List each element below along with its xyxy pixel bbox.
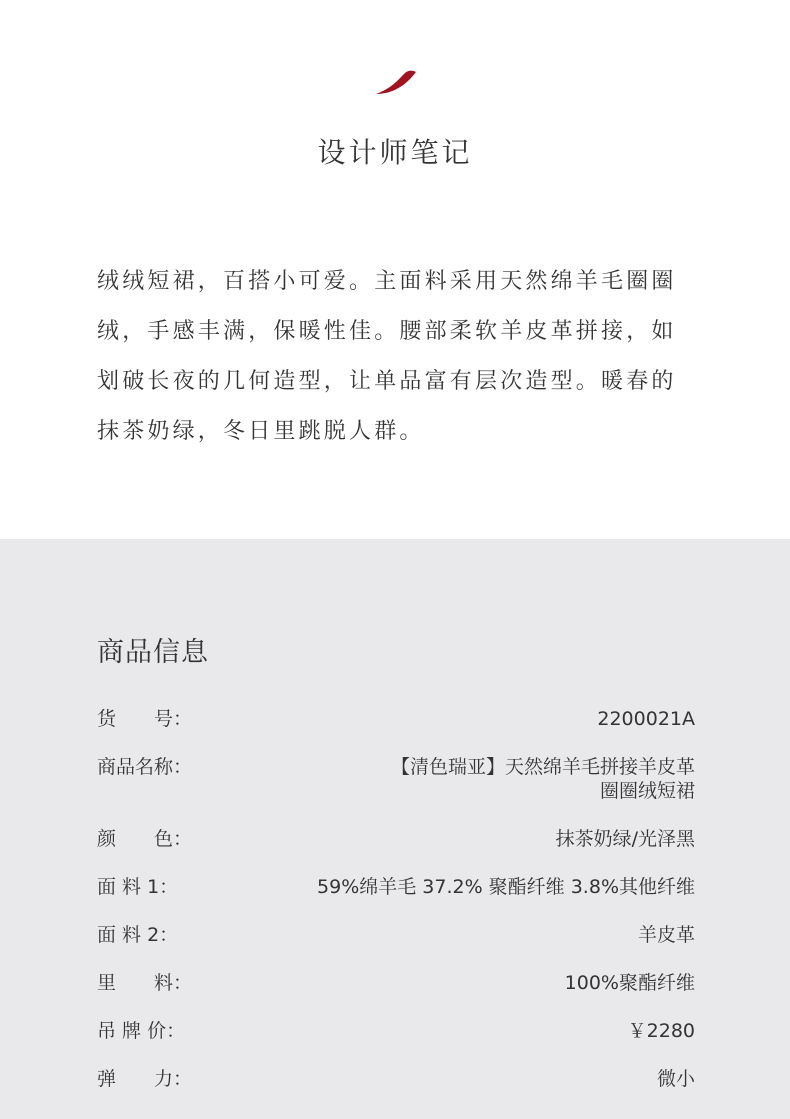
info-value: ￥2280 <box>627 1020 695 1042</box>
info-value: 100%聚酯纤维 <box>564 972 695 994</box>
designer-notes-body <box>97 257 697 457</box>
product-info-section <box>0 539 790 1119</box>
designer-notes-title: 设计师笔记 <box>317 136 473 169</box>
designer-notes-section <box>0 0 790 539</box>
red-petal-icon <box>372 66 420 98</box>
info-value: 羊皮革 <box>637 924 695 946</box>
info-label: 货 号： <box>97 708 193 730</box>
product-info-title: 商品信息 <box>97 637 209 668</box>
info-value: 抹茶奶绿/光泽黑 <box>555 828 695 850</box>
info-value: 【清色瑞亚】天然绵羊毛拼接羊皮革 <box>390 756 695 778</box>
notes-line: 抹茶奶绿，冬日里跳脱人群。 <box>97 419 425 444</box>
info-value: 59%绵羊毛 37.2% 聚酯纤维 3.8%其他纤维 <box>317 876 695 898</box>
info-value-continued: 圈圈绒短裙 <box>599 780 695 802</box>
info-label: 商品名称： <box>97 756 193 778</box>
info-value: 2200021A <box>597 708 695 730</box>
info-label: 颜 色： <box>97 828 193 850</box>
notes-line: 划破长夜的几何造型，让单品富有层次造型。暖春的 <box>97 369 677 394</box>
notes-line: 绒，手感丰满，保暖性佳。腰部柔软羊皮革拼接，如 <box>97 319 677 344</box>
info-value: 微小 <box>656 1068 695 1090</box>
info-label: 面 料 2： <box>97 924 179 946</box>
info-label: 里 料： <box>97 972 193 994</box>
info-label: 面 料 1： <box>97 876 179 898</box>
info-label: 吊 牌 价： <box>97 1020 186 1042</box>
notes-line: 绒绒短裙，百搭小可爱。主面料采用天然绵羊毛圈圈 <box>97 269 677 294</box>
info-label: 弹 力： <box>97 1068 193 1090</box>
